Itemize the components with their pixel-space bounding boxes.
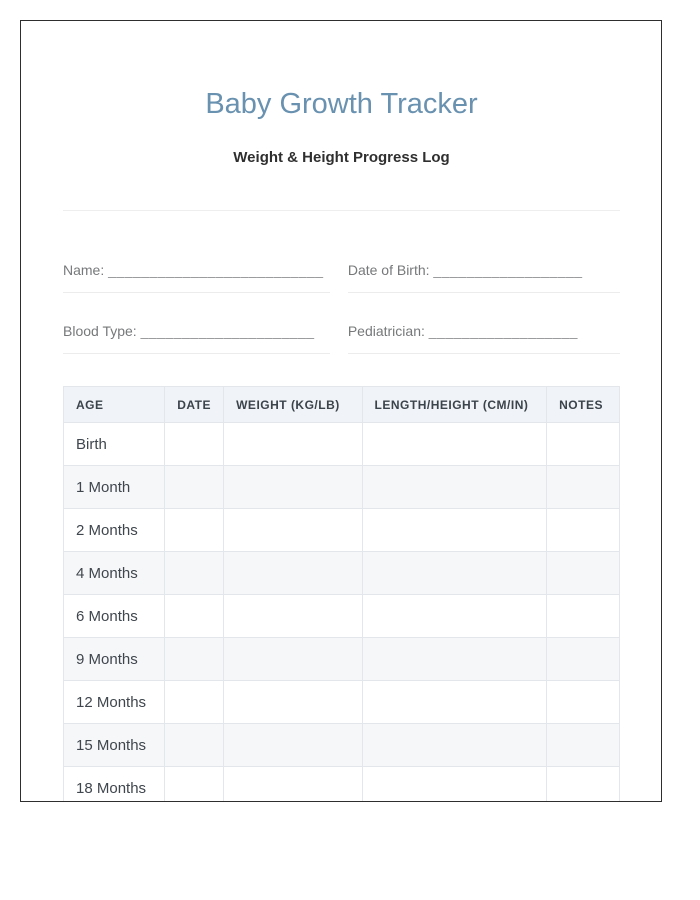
column-header-age: AGE [64, 387, 165, 423]
weight-cell[interactable] [224, 724, 362, 767]
age-cell: Birth [64, 423, 165, 466]
table-row-2-months [64, 509, 620, 552]
weight-cell[interactable] [224, 681, 362, 724]
table-row-4-months [64, 552, 620, 595]
field-pediatrician-blank[interactable]: __________________ [428, 323, 578, 340]
age-cell: 4 Months [64, 552, 165, 595]
info-fields-section [63, 262, 620, 354]
table-row-6-months [64, 595, 620, 638]
length-height-cell[interactable] [362, 509, 547, 552]
date-cell[interactable] [165, 466, 224, 509]
column-header-length-height: LENGTH/HEIGHT (CM/IN) [362, 387, 547, 423]
age-cell: 12 Months [64, 681, 165, 724]
page-title: Baby Growth Tracker [205, 88, 478, 120]
table-row-birth [64, 423, 620, 466]
table-row-1-month [64, 466, 620, 509]
page-subtitle: Weight & Height Progress Log [233, 148, 450, 166]
age-cell: 9 Months [64, 638, 165, 681]
age-cell: 2 Months [64, 509, 165, 552]
column-header-notes: NOTES [547, 387, 620, 423]
notes-cell[interactable] [547, 767, 620, 802]
field-date-of-birth-label: Date of Birth: [347, 262, 430, 279]
date-cell[interactable] [165, 638, 224, 681]
notes-cell[interactable] [547, 509, 620, 552]
weight-cell[interactable] [224, 767, 362, 802]
field-name-blank[interactable]: __________________________ [108, 262, 324, 279]
weight-cell[interactable] [224, 552, 362, 595]
notes-cell[interactable] [547, 595, 620, 638]
length-height-cell[interactable] [362, 552, 547, 595]
field-date-of-birth [348, 262, 620, 293]
field-name-label: Name: [63, 262, 105, 279]
field-name [63, 262, 330, 293]
growth-table [63, 386, 620, 802]
length-height-cell[interactable] [362, 595, 547, 638]
table-header-row [64, 387, 620, 423]
date-cell[interactable] [165, 423, 224, 466]
table-row-15-months [64, 724, 620, 767]
age-cell: 1 Month [64, 466, 165, 509]
field-date-of-birth-blank[interactable]: __________________ [433, 262, 583, 279]
weight-cell[interactable] [224, 423, 362, 466]
notes-cell[interactable] [547, 466, 620, 509]
length-height-cell[interactable] [362, 681, 547, 724]
length-height-cell[interactable] [362, 767, 547, 802]
length-height-cell[interactable] [362, 466, 547, 509]
column-header-date: DATE [165, 387, 224, 423]
table-row-18-months [64, 767, 620, 802]
notes-cell[interactable] [547, 552, 620, 595]
length-height-cell[interactable] [362, 638, 547, 681]
age-cell: 15 Months [64, 724, 165, 767]
field-pediatrician-label: Pediatrician: [347, 323, 425, 340]
notes-cell[interactable] [547, 724, 620, 767]
field-blood-type-label: Blood Type: [63, 323, 137, 340]
table-row-12-months [64, 681, 620, 724]
length-height-cell[interactable] [362, 423, 547, 466]
date-cell[interactable] [165, 595, 224, 638]
column-header-weight: WEIGHT (KG/LB) [224, 387, 362, 423]
weight-cell[interactable] [224, 509, 362, 552]
table-row-9-months [64, 638, 620, 681]
date-cell[interactable] [165, 767, 224, 802]
field-blood-type [63, 323, 330, 354]
notes-cell[interactable] [547, 681, 620, 724]
age-cell: 6 Months [64, 595, 165, 638]
date-cell[interactable] [165, 724, 224, 767]
notes-cell[interactable] [547, 423, 620, 466]
section-divider [63, 210, 620, 211]
document-page [20, 20, 662, 802]
weight-cell[interactable] [224, 466, 362, 509]
field-blood-type-blank[interactable]: _____________________ [140, 323, 315, 340]
date-cell[interactable] [165, 552, 224, 595]
notes-cell[interactable] [547, 638, 620, 681]
field-pediatrician [348, 323, 620, 354]
weight-cell[interactable] [224, 638, 362, 681]
age-cell: 18 Months [64, 767, 165, 802]
date-cell[interactable] [165, 681, 224, 724]
weight-cell[interactable] [224, 595, 362, 638]
date-cell[interactable] [165, 509, 224, 552]
length-height-cell[interactable] [362, 724, 547, 767]
